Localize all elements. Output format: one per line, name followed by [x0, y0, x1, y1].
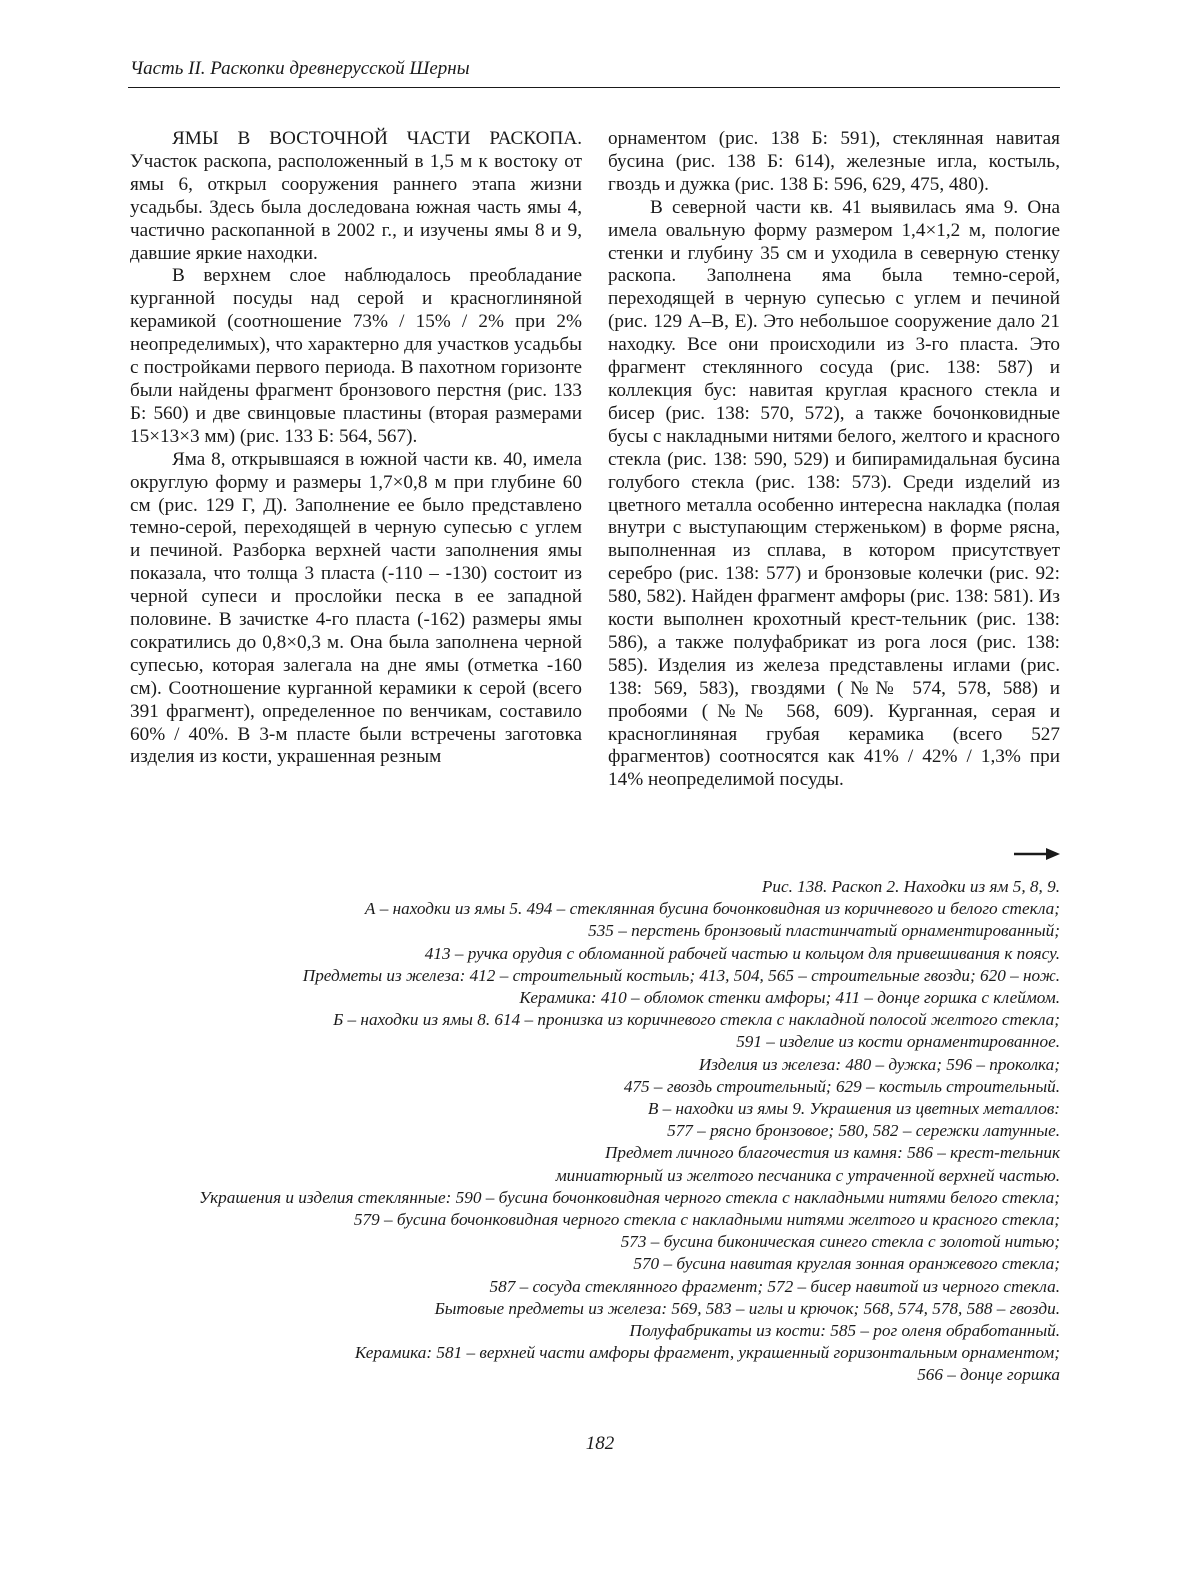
caption-line: Предмет личного благочестия из камня: 586 – крест-тельник: [604, 1143, 1060, 1163]
caption-line: Украшения и изделия стеклянные: 590 – бусина бочонковидная черного стекла с накладными нитями белого стекла;: [198, 1187, 1060, 1207]
caption-line: 413 – ручка орудия с обломанной рабочей частью и кольцом для привешивания к поясу.: [424, 943, 1060, 963]
caption-title: Рис. 138. Раскоп 2. Находки из ям 5, 8, 9.: [761, 877, 1060, 896]
caption-line: миниатюрный из желтого песчаника с утраченной верхней частью.: [555, 1165, 1060, 1185]
caption-line: 535 – перстень бронзовый пластинчатый орнаментированный;: [588, 921, 1060, 941]
caption-line: А – находки из ямы 5. 494 – стеклянная бусина бочонковидная из коричневого и белого стекла;: [364, 899, 1060, 919]
caption-line: 573 – бусина биконическая синего стекла с золотой нитью;: [620, 1232, 1060, 1252]
caption-line: 591 – изделие из кости орнаментированное.: [736, 1032, 1060, 1052]
caption-line: Предметы из железа: 412 – строительный костыль; 413, 504, 565 – строительные гвозди; 620 – нож.: [302, 965, 1060, 985]
caption-line: Полуфабрикаты из кости: 585 – рог оленя обработанный.: [629, 1321, 1060, 1341]
header-rule: [128, 87, 1060, 88]
caption-line: В – находки из ямы 9. Украшения из цветных металлов:: [647, 1099, 1060, 1119]
right-arrow-icon: [1014, 846, 1060, 862]
caption-line: 587 – сосуда стеклянного фрагмент; 572 – бисер навитой из черного стекла.: [489, 1276, 1060, 1296]
caption-line: 566 – донце горшка: [917, 1365, 1060, 1385]
paragraph: В верхнем слое наблюдалось преобладание курганной посуды над серой и красноглиняной керамикой (соотношение 73% / 15% / 2% при 2% неопределимых), что характерно для участков усадьбы с постройками первого периода. В пахотном горизонте были найдены фрагмент бронзового перстня (рис. 133 Б: 560) и две свинцовые пластины (вторая размерами 15×13×3 мм) (рис. 133 Б: 564, 567).: [130, 265, 582, 447]
left-column: [130, 128, 582, 769]
caption-line: Бытовые предметы из железа: 569, 583 – иглы и крючок; 568, 574, 578, 588 – гвозди.: [434, 1298, 1060, 1318]
caption-line: 570 – бусина навитая круглая зонная оранжевого стекла;: [633, 1254, 1060, 1274]
caption-line: Керамика: 581 – верхней части амфоры фрагмент, украшенный горизонтальным орнаментом;: [354, 1343, 1060, 1363]
caption-line: 579 – бусина бочонковидная черного стекла с накладными нитями желтого и красного стекла;: [353, 1210, 1060, 1230]
right-column: [608, 128, 1060, 792]
paragraph: ЯМЫ В ВОСТОЧНОЙ ЧАСТИ РАСКОПА. Участок раскопа, расположенный в 1,5 м к востоку от ямы 6, открыл сооружения раннего этапа жизни усадьбы. Здесь была доследована южная часть ямы 4, частично раскопанной в 2002 г., и изучены ямы 8 и 9, давшие яркие находки.: [130, 128, 582, 264]
caption-line: Керамика: 410 – обломок стенки амфоры; 411 – донце горшка с клеймом.: [519, 988, 1060, 1008]
caption-line: 475 – гвоздь строительный; 629 – костыль строительный.: [623, 1076, 1060, 1096]
caption-line: 577 – рясно бронзовое; 580, 582 – сережки латунные.: [667, 1121, 1060, 1141]
figure-caption: [120, 876, 1060, 1387]
paragraph: Яма 8, открывшаяся в южной части кв. 40, имела округлую форму и размеры 1,7×0,8 м при глубине 60 см (рис. 129 Г, Д). Заполнение ее было представлено темно-серой, переходящей в черную супесью с углем и печиной. Разборка верхней части заполнения ямы показала, что толща 3 пласта (-110 – -130) состоит из черной супеси и прослойки песка в ее западной половине. В зачистке 4-го пласта (-162) размеры ямы сократились до 0,8×0,3 м. Она была заполнена черной супесью, которая залегала на дне ямы (отметка -160 см). Соотношение курганной керамики к серой (всего 391 фрагмент), определенное по венчикам, составило 60% / 40%. В 3-м пласте были встречены заготовка изделия из кости, украшенная резным: [130, 448, 582, 768]
paragraph: орнаментом (рис. 138 Б: 591), стеклянная навитая бусина (рис. 138 Б: 614), железные игла, костыль, гвоздь и дужка (рис. 138 Б: 596, 629, 475, 480).: [608, 128, 1060, 195]
caption-line: Изделия из железа: 480 – дужка; 596 – проколка;: [698, 1054, 1060, 1074]
running-head: Часть II. Раскопки древнерусской Шерны: [130, 58, 470, 79]
caption-line: Б – находки из ямы 8. 614 – пронизка из коричневого стекла с накладной полосой желтого стекла;: [333, 1010, 1060, 1030]
paragraph: В северной части кв. 41 выявилась яма 9. Она имела овальную форму размером 1,4×1,2 м, пологие стенки и глубину 35 см и уходила в северную стенку раскопа. Заполнена яма была темно-серой, переходящей в черную супесью с углем и печиной (рис. 129 А–В, Е). Это небольшое сооружение дало 21 находку. Все они происходили из 3-го пласта. Это фрагмент стеклянного сосуда (рис. 138: 587) и коллекция бус: навитая круглая красного стекла и бисер (рис. 138: 570, 572), а также бочонковидные бусы с накладными нитями белого, желтого и красного стекла (рис. 138: 590, 529) и бипирамидальная бусина голубого стекла (рис. 138: 573). Среди изделий из цветного металла особенно интересна накладка (полая внутри с выступающим стерженьком) в форме рясна, выполненная из сплава, в котором присутствует серебро (рис. 138: 577) и бронзовые колечки (рис. 92: 580, 582). Найден фрагмент амфоры (рис. 138: 581). Из кости выполнен крохотный крест-тельник (рис. 138: 586), а также полуфабрикат из рога лося (рис. 138: 585). Изделия из железа представлены иглами (рис. 138: 569, 583), гвоздями (№№ 574, 578, 588) и пробоями (№№ 568, 609). Курганная, серая и красноглиняная грубая керамика (всего 527 фрагментов) соотносятся как 41% / 42% / 1,3% при 14% неопределимой посуды.: [608, 196, 1060, 791]
page-number: 182: [585, 1433, 615, 1454]
